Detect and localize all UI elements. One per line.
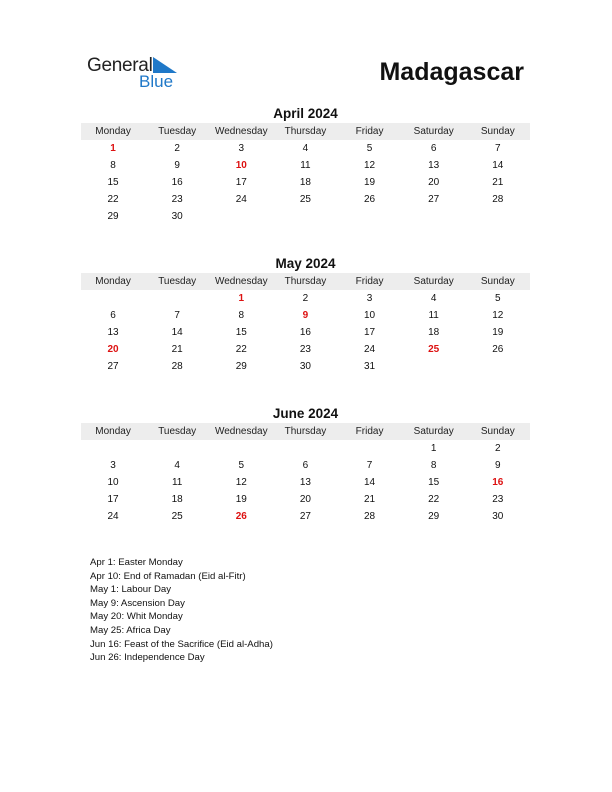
day-cell: 29 bbox=[235, 361, 247, 372]
weekday-label: Thursday bbox=[284, 276, 327, 287]
empty-day-cell bbox=[273, 208, 337, 225]
holiday-note: May 9: Ascension Day bbox=[90, 597, 185, 609]
weekday-label: Wednesday bbox=[214, 126, 268, 137]
week-row bbox=[81, 208, 530, 225]
day-cell: 26 bbox=[364, 194, 376, 205]
week-row bbox=[81, 174, 530, 191]
holiday-note: Apr 10: End of Ramadan (Eid al-Fitr) bbox=[90, 570, 246, 582]
month-block bbox=[81, 256, 530, 375]
logo-flag-icon bbox=[153, 57, 177, 73]
day-cell: 1 bbox=[238, 293, 245, 304]
weekday-label: Friday bbox=[355, 276, 384, 287]
weekday-label: Friday bbox=[355, 426, 384, 437]
day-cell: 28 bbox=[364, 511, 376, 522]
day-cell: 8 bbox=[110, 160, 116, 171]
day-cell: 16 bbox=[299, 327, 311, 338]
day-cell: 2 bbox=[174, 143, 180, 154]
day-cell: 18 bbox=[171, 494, 183, 505]
day-cell: 14 bbox=[492, 160, 504, 171]
day-cell: 5 bbox=[238, 460, 245, 471]
holiday-note: Jun 26: Independence Day bbox=[90, 652, 205, 664]
day-cell: 27 bbox=[299, 511, 311, 522]
week-row bbox=[81, 140, 530, 157]
day-cell: 8 bbox=[238, 310, 245, 321]
day-cell: 15 bbox=[235, 327, 247, 338]
empty-day-cell bbox=[466, 208, 530, 225]
day-cell: 16 bbox=[492, 477, 504, 488]
week-row bbox=[81, 324, 530, 341]
day-cell: 25 bbox=[428, 344, 440, 355]
day-cell: 14 bbox=[364, 477, 376, 488]
weekday-label: Monday bbox=[95, 426, 131, 437]
weekday-label: Wednesday bbox=[214, 426, 268, 437]
month-title: June 2024 bbox=[272, 406, 339, 421]
day-cell: 22 bbox=[235, 344, 247, 355]
day-cell: 10 bbox=[235, 160, 247, 171]
week-row bbox=[81, 491, 530, 508]
day-cell: 22 bbox=[428, 494, 440, 505]
empty-day-cell bbox=[81, 290, 145, 307]
empty-day-cell bbox=[402, 358, 466, 375]
day-cell: 23 bbox=[299, 344, 311, 355]
day-cell: 11 bbox=[171, 477, 183, 488]
day-cell: 20 bbox=[299, 494, 311, 505]
day-cell: 6 bbox=[302, 460, 309, 471]
day-cell: 27 bbox=[428, 194, 440, 205]
holiday-note: Apr 1: Easter Monday bbox=[90, 557, 183, 568]
holiday-note: May 1: Labour Day bbox=[90, 584, 172, 596]
month-title: April 2024 bbox=[273, 106, 338, 121]
empty-day-cell bbox=[402, 208, 466, 225]
day-cell: 25 bbox=[171, 511, 183, 522]
week-row bbox=[81, 358, 530, 375]
day-cell: 12 bbox=[235, 477, 247, 488]
day-cell: 23 bbox=[492, 494, 504, 505]
day-cell: 2 bbox=[495, 443, 501, 454]
day-cell: 13 bbox=[428, 160, 440, 171]
holiday-list bbox=[90, 556, 273, 665]
week-row bbox=[81, 307, 530, 324]
day-cell: 17 bbox=[107, 494, 119, 505]
day-cell: 13 bbox=[107, 327, 119, 338]
weekday-label: Saturday bbox=[413, 276, 454, 287]
day-cell: 18 bbox=[299, 177, 311, 188]
weekday-label: Sunday bbox=[480, 276, 515, 287]
empty-day-cell bbox=[466, 358, 530, 375]
week-row bbox=[81, 191, 530, 208]
day-cell: 23 bbox=[171, 194, 183, 205]
day-cell: 28 bbox=[492, 194, 504, 205]
weekday-header bbox=[81, 123, 530, 140]
day-cell: 20 bbox=[107, 344, 119, 355]
country-title: Madagascar bbox=[379, 58, 524, 86]
day-cell: 1 bbox=[430, 443, 437, 454]
day-cell: 25 bbox=[299, 194, 311, 205]
day-cell: 4 bbox=[174, 460, 180, 471]
weekday-label: Thursday bbox=[284, 126, 327, 137]
weekday-label: Sunday bbox=[480, 126, 515, 137]
month-block bbox=[81, 106, 530, 225]
empty-day-cell bbox=[338, 208, 402, 225]
day-cell: 11 bbox=[300, 160, 311, 171]
day-cell: 10 bbox=[107, 477, 119, 488]
day-cell: 4 bbox=[430, 293, 437, 304]
day-cell: 30 bbox=[171, 211, 183, 222]
day-cell: 21 bbox=[171, 344, 183, 355]
day-cell: 12 bbox=[364, 160, 376, 171]
day-cell: 19 bbox=[492, 327, 504, 338]
weekday-header bbox=[81, 273, 530, 290]
day-cell: 17 bbox=[235, 177, 247, 188]
empty-day-cell bbox=[209, 208, 273, 225]
logo-text-blue: Blue bbox=[139, 72, 174, 91]
day-cell: 30 bbox=[299, 361, 311, 372]
week-row bbox=[81, 290, 530, 307]
day-cell: 7 bbox=[366, 460, 373, 471]
logo-text-general: General bbox=[87, 55, 153, 76]
day-cell: 17 bbox=[364, 327, 376, 338]
day-cell: 3 bbox=[366, 293, 373, 304]
month-title: May 2024 bbox=[275, 256, 336, 271]
day-cell: 6 bbox=[430, 143, 437, 154]
day-cell: 8 bbox=[430, 460, 437, 471]
generalblue-logo bbox=[87, 55, 207, 95]
month-block bbox=[81, 406, 530, 525]
day-cell: 18 bbox=[428, 327, 440, 338]
day-cell: 6 bbox=[110, 310, 116, 321]
day-cell: 20 bbox=[428, 177, 440, 188]
day-cell: 15 bbox=[428, 477, 440, 488]
empty-day-cell bbox=[209, 440, 273, 457]
day-cell: 29 bbox=[107, 211, 119, 222]
day-cell: 2 bbox=[302, 293, 309, 304]
day-cell: 19 bbox=[364, 177, 376, 188]
weekday-label: Tuesday bbox=[158, 426, 197, 437]
day-cell: 24 bbox=[107, 511, 119, 522]
day-cell: 27 bbox=[107, 361, 119, 372]
day-cell: 3 bbox=[238, 143, 245, 154]
day-cell: 21 bbox=[364, 494, 376, 505]
day-cell: 5 bbox=[495, 293, 501, 304]
day-cell: 13 bbox=[299, 477, 311, 488]
day-cell: 21 bbox=[492, 177, 504, 188]
day-cell: 24 bbox=[364, 344, 376, 355]
holiday-note: May 20: Whit Monday bbox=[90, 611, 183, 623]
day-cell: 3 bbox=[110, 460, 116, 471]
day-cell: 9 bbox=[495, 460, 501, 471]
weekday-header bbox=[81, 423, 530, 440]
empty-day-cell bbox=[145, 290, 209, 307]
empty-day-cell bbox=[81, 440, 145, 457]
holiday-note: May 25: Africa Day bbox=[90, 624, 171, 636]
day-cell: 7 bbox=[174, 310, 180, 321]
day-cell: 5 bbox=[366, 143, 373, 154]
weekday-label: Monday bbox=[95, 276, 131, 287]
weekday-label: Saturday bbox=[413, 126, 454, 137]
weekday-label: Saturday bbox=[413, 426, 454, 437]
day-cell: 9 bbox=[302, 310, 309, 321]
week-row bbox=[81, 508, 530, 525]
day-cell: 7 bbox=[495, 143, 501, 154]
day-cell: 4 bbox=[302, 143, 309, 154]
day-cell: 15 bbox=[107, 177, 119, 188]
weekday-label: Friday bbox=[355, 126, 384, 137]
day-cell: 14 bbox=[171, 327, 183, 338]
weekday-label: Thursday bbox=[284, 426, 327, 437]
day-cell: 1 bbox=[110, 143, 116, 154]
day-cell: 28 bbox=[171, 361, 183, 372]
week-row bbox=[81, 457, 530, 474]
empty-day-cell bbox=[145, 440, 209, 457]
day-cell: 26 bbox=[235, 511, 247, 522]
week-row bbox=[81, 474, 530, 491]
day-cell: 10 bbox=[364, 310, 376, 321]
day-cell: 9 bbox=[174, 160, 180, 171]
empty-day-cell bbox=[338, 440, 402, 457]
empty-day-cell bbox=[273, 440, 337, 457]
day-cell: 31 bbox=[364, 361, 376, 372]
holiday-note: Jun 16: Feast of the Sacrifice (Eid al-Adha) bbox=[90, 638, 273, 650]
day-cell: 16 bbox=[171, 177, 183, 188]
weekday-label: Tuesday bbox=[158, 126, 197, 137]
day-cell: 24 bbox=[235, 194, 247, 205]
day-cell: 19 bbox=[235, 494, 247, 505]
week-row bbox=[81, 440, 530, 457]
day-cell: 30 bbox=[492, 511, 504, 522]
week-row bbox=[81, 157, 530, 174]
weekday-label: Wednesday bbox=[214, 276, 268, 287]
week-row bbox=[81, 341, 530, 358]
day-cell: 29 bbox=[428, 511, 440, 522]
weekday-label: Tuesday bbox=[158, 276, 197, 287]
day-cell: 22 bbox=[107, 194, 119, 205]
day-cell: 11 bbox=[428, 310, 439, 321]
day-cell: 12 bbox=[492, 310, 504, 321]
weekday-label: Monday bbox=[95, 126, 131, 137]
weekday-label: Sunday bbox=[480, 426, 515, 437]
day-cell: 26 bbox=[492, 344, 504, 355]
